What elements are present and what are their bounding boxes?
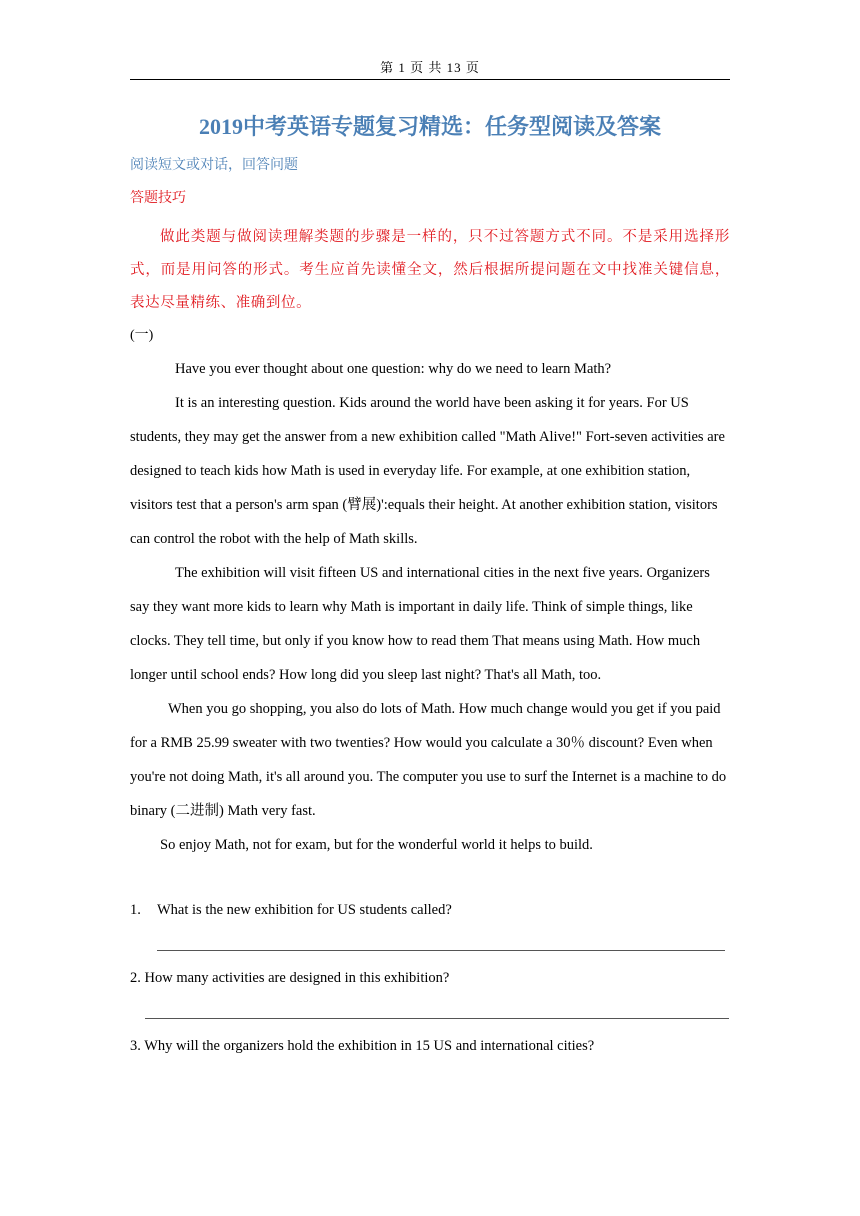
question-2-number: 2. [130,970,141,986]
tips-body: 做此类题与做阅读理解类题的步骤是一样的，只不过答题方式不同。不是采用选择形式，而是用问答的形式。考生应首先读懂全文，然后根据所提问题在文中找准关键信息，表达尽量精练、准确到位。 [130,229,730,311]
question-3-text: Why will the organizers hold the exhibition in 15 US and international cities? [144,1038,595,1054]
section-label: (一) [130,328,154,343]
question-3-number: 3. [130,1038,141,1054]
answer-line-1[interactable] [157,950,725,951]
passage-paragraph-1: Have you ever thought about one question: why do we need to learn Math? [175,361,612,377]
page-header: 第 1 页 共 13 页 [380,60,480,75]
document-title: 2019中考英语专题复习精选：任务型阅读及答案 [198,114,661,139]
header-divider [130,79,730,80]
reading-passage [130,352,730,862]
instruction-subtitle: 阅读短文或对话，回答问题 [130,158,298,173]
answer-line-2[interactable] [145,1018,729,1019]
question-2 [130,968,449,988]
passage-paragraph-5: So enjoy Math, not for exam, but for the wonderful world it helps to build. [160,837,593,853]
passage-paragraph-4: When you go shopping, you also do lots of Math. How much change would you get if you paid for a RMB 25.99 sweater with two twenties? How would you calculate a 30％ discount? Even when you're not doing Math, it's all around you. The computer you use to surf the Internet is a machine to do binary (二进制) Math very fast. [130,701,727,819]
question-3 [130,1036,594,1056]
passage-paragraph-2: It is an interesting question. Kids around the world have been asking it for years. For US students, they may get the answer from a new exhibition called "Math Alive!" Fort-seven activities are designed to teach kids how Math is used in everyday life. For example, at one exhibition station, visitors test that a person's arm span (臂展)':equals their height. At another exhibition station, visitors can control the robot with the help of Math skills. [130,395,725,547]
question-1-number: 1. [130,902,141,918]
question-2-text: How many activities are designed in this exhibition? [144,970,450,986]
tips-heading: 答题技巧 [130,191,186,206]
question-1 [130,900,452,920]
question-1-text: What is the new exhibition for US students called? [157,902,452,918]
passage-paragraph-3: The exhibition will visit fifteen US and international cities in the next five years. Organizers say they want more kids to learn why Math is important in daily life. Think of simple things, like clocks. They tell time, but only if you know how to read them That means using Math. How much longer until school ends? How long did you sleep last night? That's all Math, too. [130,565,710,683]
